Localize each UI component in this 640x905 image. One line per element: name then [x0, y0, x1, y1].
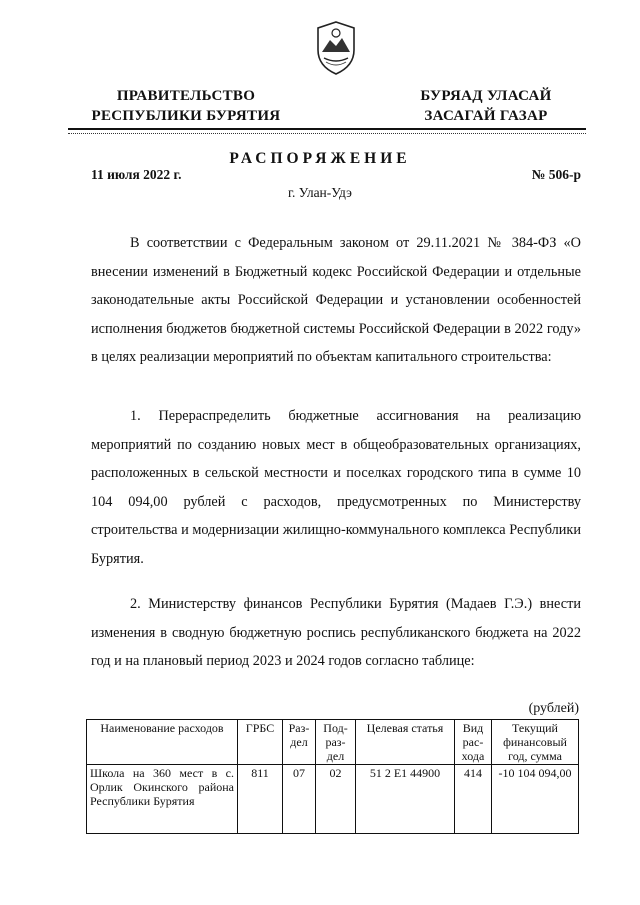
paragraph-item-2: 2. Министерству финансов Республики Бурятия (Мадаев Г.Э.) внести изменения в сводную бюджетную роспись республиканского бюджета на 2022 год и на плановый период 2023 и 2024 годов согласно таблице: — [91, 596, 581, 670]
header-right-line1: БУРЯАД УЛАСАЙ — [420, 88, 552, 104]
cell-amount: -10 104 094,00 — [492, 765, 579, 834]
col-header-subsection: Под-раз-дел — [316, 720, 356, 765]
table-units: (рублей) — [528, 701, 579, 716]
table-row — [87, 765, 579, 834]
col-header-target-article: Целевая статья — [356, 720, 455, 765]
header-divider — [68, 128, 586, 130]
header-right — [410, 86, 562, 126]
paragraph-preamble: В соответствии с Федеральным законом от 29.11.2021 № 384-ФЗ «О внесении изменений в Бюджетный кодекс Российской Федерации и отдельные законодательные акты Российской Федерации и установлении особенностей исполнения бюджетов бюджетной системы Российской Федерации в 2022 году» в целях реализации мероприятий по объектам капитального строительства: — [91, 235, 581, 366]
cell-subsection: 02 — [316, 765, 356, 834]
header-right-line2: ЗАСАГАЙ ГАЗАР — [424, 108, 548, 124]
cell-section: 07 — [283, 765, 316, 834]
cell-expense-type: 414 — [455, 765, 492, 834]
coat-of-arms-icon — [314, 20, 358, 76]
col-header-section: Раз-дел — [283, 720, 316, 765]
budget-table — [86, 719, 579, 834]
col-header-grbs: ГРБС — [238, 720, 283, 765]
header-left-line2: РЕСПУБЛИКИ БУРЯТИЯ — [91, 108, 281, 124]
header-divider-dotted — [68, 133, 586, 134]
col-header-expense-type: Вид рас-хода — [455, 720, 492, 765]
header-left — [88, 86, 284, 126]
cell-expense-name: Школа на 360 мест в с. Орлик Окинского района Республики Бурятия — [87, 765, 238, 834]
cell-grbs: 811 — [238, 765, 283, 834]
document-date: 11 июля 2022 г. — [91, 167, 182, 182]
cell-target-article: 51 2 Е1 44900 — [356, 765, 455, 834]
document-title: РАСПОРЯЖЕНИЕ — [229, 150, 411, 167]
table-header-row — [87, 720, 579, 765]
paragraph-item-1: 1. Перераспределить бюджетные ассигнования на реализацию мероприятий по созданию новых мест в общеобразовательных организациях, расположенных в сельской местности и поселках городского типа в сумме 10 104 094,00 рублей с расходов, предусмотренных по Министерству строительства и модернизации жилищно-коммунального комплекса Республики Бурятия. — [91, 408, 581, 567]
document-city: г. Улан-Удэ — [288, 185, 352, 200]
col-header-amount: Текущий финансовый год, сумма — [492, 720, 579, 765]
document-number: № 506-р — [531, 167, 581, 182]
header-left-line1: ПРАВИТЕЛЬСТВО — [116, 88, 256, 104]
col-header-expense-name: Наименование расходов — [87, 720, 238, 765]
